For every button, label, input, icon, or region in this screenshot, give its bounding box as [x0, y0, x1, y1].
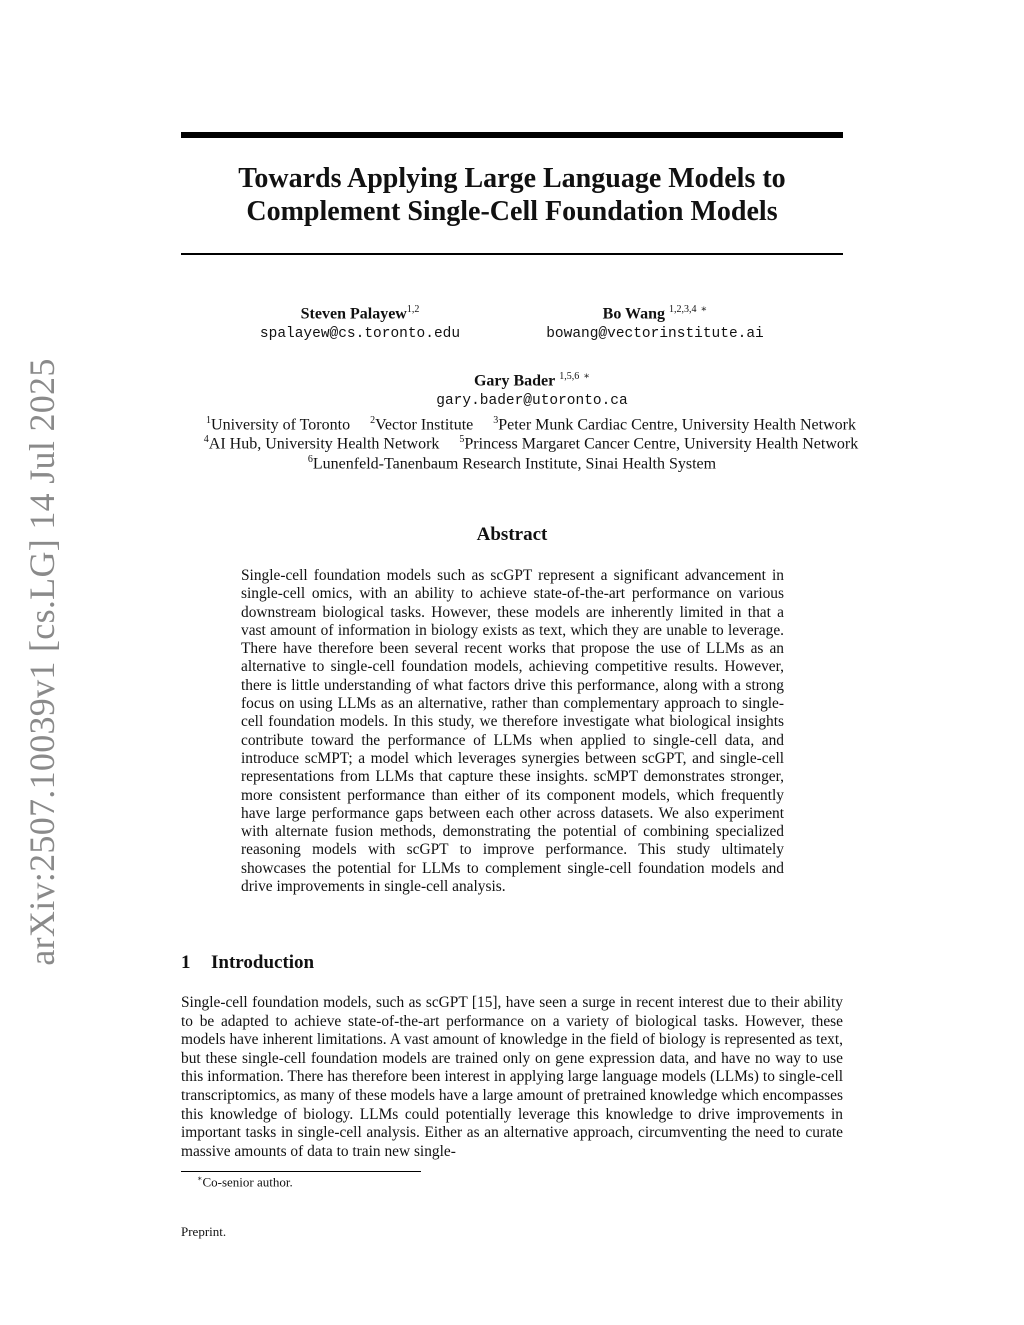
section-heading: [181, 952, 314, 974]
affil-marker: 1: [206, 415, 212, 426]
author-email[interactable]: bowang@vectorinstitute.ai: [546, 326, 764, 343]
affiliations-line-3: [162, 450, 862, 474]
author-name: Gary Bader: [473, 372, 556, 390]
preprint-label: Preprint.: [181, 1224, 227, 1239]
author-affil-marks: 1,5,6: [559, 371, 580, 382]
author-affil-marks: 1,2: [406, 304, 420, 315]
abstract-body: Single-cell foundation models such as scGPT represent a significant advancement in single-cell omics, with an ability to achieve state-of-the-art performance on various downstream biological tasks. However, these models are inherently limited in that a vast amount of information in biology exists as text, which they are unable to leverage. There have therefore been several recent works that propose the use of LLMs as an alternative to single-cell foundation models, achieving competitive results. However, there is little understanding of what factors drive this performance, along with a strong focus on using LLMs as an alternative, rather than complementary approach to single-cell foundation models. In this study, we therefore investigate what biological insights contribute toward the performance of LLMs when applied to single-cell data, and introduce scMPT; a model which leverages synergies between scGPT, and single-cell representations from LLMs that capture these insights. scMPT demonstrates stronger, more consistent performance than either of its component models, which frequently have large performance gaps between each other across datasets. We also experiment with alternate fusion methods, demonstrating the potential of combining specialized reasoning models with scGPT to improve performance. This study ultimately showcases the potential for LLMs to complement single-cell foundation models and drive improvements in single-cell analysis.: [241, 567, 784, 896]
title-top-rule: [181, 132, 843, 138]
co-senior-mark: ∗: [700, 304, 708, 315]
affiliation: University of Toronto: [211, 416, 351, 434]
affil-marker: 6: [307, 454, 313, 465]
title-line-1: Towards Applying Large Language Models to: [238, 163, 786, 194]
affiliation: AI Hub, University Health Network: [208, 435, 440, 453]
introduction-body: Single-cell foundation models, such as scGPT [15], have seen a surge in recent interest due to their ability to be adapted to achieve state-of-the-art performance on a variety of biological tasks. However, these models have inherent limitations. A vast amount of knowledge in the field of biology is represented as text, but these single-cell foundation models are trained only on gene expression data, and have no way to use this information. There has therefore been interest in applying large language models (LLMs) to single-cell transcriptomics, as many of these models have a large amount of pretrained knowledge which encompasses this knowledge of biology. LLMs could potentially leverage this knowledge to drive improvements in important tasks in single-cell analysis. Either as an alternative approach, circumventing the need to curate massive amounts of data to train new single-: [181, 994, 843, 1160]
author-block-3: [412, 367, 652, 411]
title-bottom-rule: [181, 253, 843, 255]
affiliation: Princess Margaret Cancer Centre, University Health Network: [464, 435, 859, 453]
footnote: [197, 1174, 293, 1190]
footnote-text: Co-senior author.: [202, 1174, 293, 1190]
title-line-2: Complement Single-Cell Foundation Models: [246, 196, 778, 227]
author-name: Steven Palayew: [300, 305, 407, 323]
affiliation: Lunenfeld-Tanenbaum Research Institute, Sinai Health System: [312, 455, 717, 473]
section-number: 1: [181, 952, 191, 973]
affiliation: Vector Institute: [375, 416, 474, 434]
author-block-2: [530, 300, 780, 344]
affil-marker: 5: [459, 434, 465, 445]
affil-marker: 3: [493, 415, 499, 426]
author-email[interactable]: gary.bader@utoronto.ca: [436, 393, 628, 410]
footnote-mark: ∗: [197, 1174, 203, 1183]
paper-title: [181, 162, 843, 228]
affiliation: Peter Munk Cardiac Centre, University Health Network: [498, 416, 856, 434]
affil-marker: 4: [203, 434, 209, 445]
abstract-heading: Abstract: [476, 524, 548, 545]
section-title: Introduction: [211, 952, 315, 973]
affil-marker: 2: [370, 415, 376, 426]
author-name: Bo Wang: [602, 305, 666, 323]
arxiv-identifier: arXiv:2507.10039v1 [cs.LG] 14 Jul 2025: [22, 358, 62, 966]
author-affil-marks: 1,2,3,4: [669, 304, 697, 315]
co-senior-mark: ∗: [583, 371, 591, 382]
author-email[interactable]: spalayew@cs.toronto.edu: [259, 326, 461, 343]
author-block-1: [250, 300, 470, 344]
footnote-rule: [181, 1171, 421, 1172]
